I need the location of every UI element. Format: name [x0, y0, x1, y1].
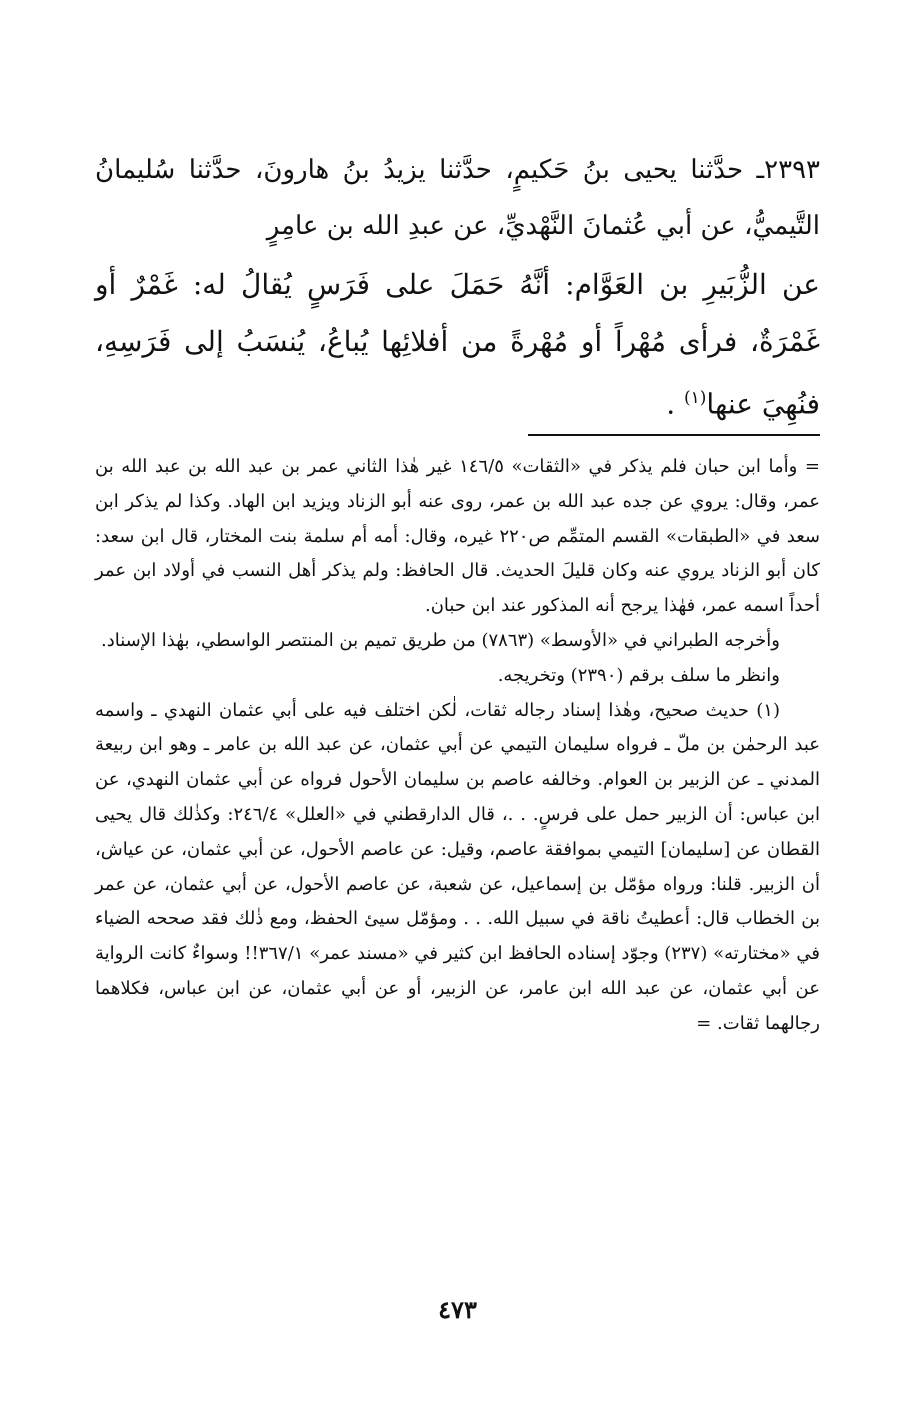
hadith-matn — [95, 256, 820, 432]
footnote-marker: (١) — [684, 388, 707, 408]
footnotes-section — [95, 450, 820, 1042]
footnote-divider — [528, 434, 820, 436]
hadith-end-mark: . — [666, 387, 684, 421]
hadith-isnad: ٢٣٩٣ـ حدَّثنا يحيى بنُ حَكيمٍ، حدَّثنا يزيدُ بنُ هارونَ، حدَّثنا سُليمانُ التَّيميُّ، عن أبي عُثمانَ النَّهْديِّ، عن عبدِ الله بن عامِرٍ — [95, 155, 820, 241]
footnote-continuation: = وأما ابن حبان فلم يذكر في «الثقات» ١٤٦/٥ غير هٰذا الثاني عمر بن عبد الله بن عبد الله بن عمر، وقال: يروي عن جده عبد الله بن عمر، روى عنه أبو الزناد ويزيد ابن الهاد. وكذا لم يذكر ابن سعد في «الطبقات» القسم المتمِّم ص٢٢٠ غيره، وقال: أمه أم سلمة بنت المختار، قال ابن سعد: كان أبو الزناد يروي عنه وكان قليلَ الحديث. قال الحافظ: ولم يذكر أهل النسب في أولاد ابن عمر أحداً اسمه عمر، فهٰذا يرجح أنه المذكور عند ابن حبان. — [95, 456, 820, 617]
hadith-main-text — [95, 142, 820, 432]
footnote-see-also-paragraph: وانظر ما سلف برقم (٢٣٩٠) وتخريجه. — [497, 664, 780, 686]
hadith-matn-text: عن الزُّبَيرِ بن العَوَّام: أنَّهُ حَمَلَ على فَرَسٍ يُقالُ له: غَمْرٌ أو غَمْرَةٌ، فرأى مُهْراً أو مُهْرةً من أفلائِها يُباعُ، يُنسَبُ إلى فَرَسِهِ، فنُهِيَ عنها — [95, 268, 820, 421]
page-number: ٤٧٣ — [438, 1295, 477, 1324]
footnote-tabarani-paragraph: وأخرجه الطبراني في «الأوسط» (٧٨٦٣) من طريق تميم بن المنتصر الواسطي، بهٰذا الإسناد. — [101, 629, 780, 651]
footnote-1: (١) حديث صحيح، وهٰذا إسناد رجاله ثقات، لٰكن اختلف فيه على أبي عثمان النهدي ـ واسمه عبد الرحمٰن بن ملّ ـ فرواه سليمان التيمي عن أبي عثمان، عن عبد الله بن عامر ـ وهو ابن ربيعة المدني ـ عن الزبير بن العوام. وخالفه عاصم بن سليمان الأحول فرواه عن أبي عثمان النهدي، عن ابن عباس: أن الزبير حمل على فرسٍ. . .، قال الدارقطني في «العلل» ٢٤٦/٤: وكذٰلك قال يحيى القطان عن [سليمان] التيمي بموافقة عاصم، وقيل: عن عاصم الأحول، عن أبي عثمان، عن عياش، أن الزبير. قلنا: ورواه مؤمّل بن إسماعيل، عن شعبة، عن عاصم الأحول، عن أبي عثمان، عن عمر بن الخطاب قال: أعطيتُ ناقة في سبيل الله. . . ومؤمّل سيئ الحفظ، ومع ذٰلك فقد صححه الضياء في «مختارته» (٢٣٧) وجوّد إسناده الحافظ ابن كثير في «مسند عمر» ٣٦٧/١!! وسواءٌ كانت الرواية عن أبي عثمان، عن عبد الله ابن عامر، عن الزبير، أو عن أبي عثمان، عن ابن عباس، فكلاهما رجالهما ثقات. = — [95, 699, 821, 1034]
